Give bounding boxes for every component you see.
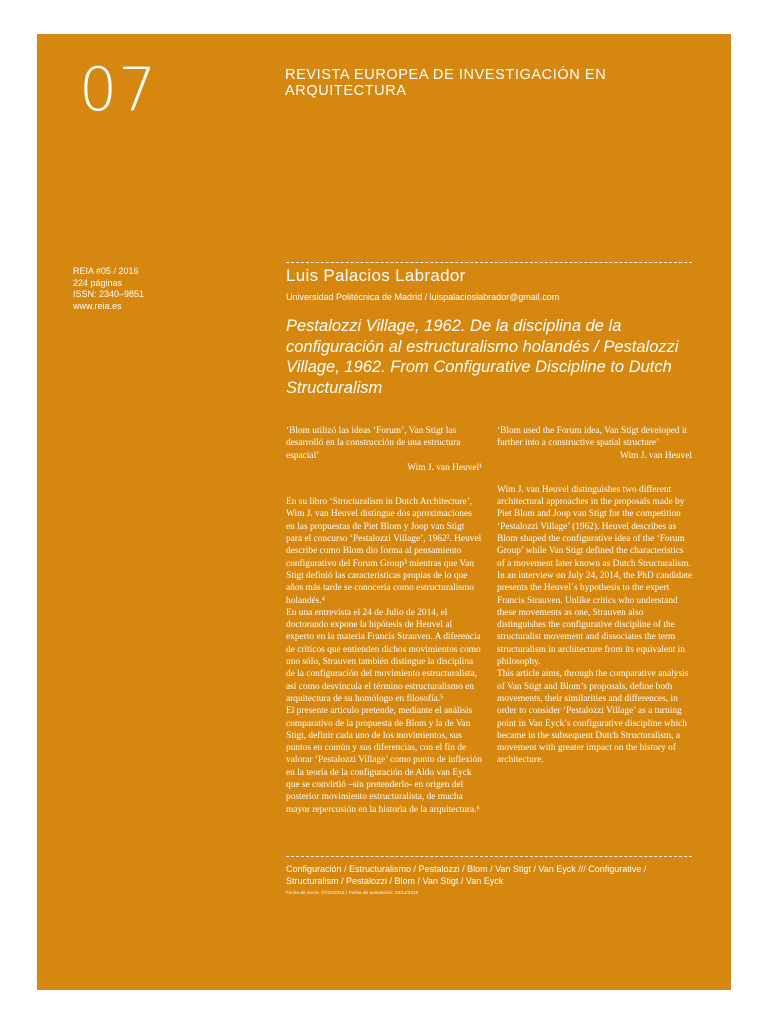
author-name: Luis Palacios Labrador <box>286 266 466 285</box>
bottom-divider <box>286 856 692 857</box>
journal-title: REVISTA EUROPEA DE INVESTIGACIÓN EN ARQUITECTURA <box>285 67 607 99</box>
article-page <box>37 34 731 990</box>
paragraph-spanish-3: El presente artículo pretende, mediante el análisis comparativo de la propuesta de Blom y la de Van Stigt, definir cada uno de los movimientos, sus puntos en común y sus diferencias, con el fin de valorar ‘Pestalozzi Village’ como punto de inflexión en la teoría de la configuración de Aldo van Eyck que se convirtió –sin pretenderlo- en origen del posterior movimiento estructuralista, de mucha mayor repercusión en la historia de la arquitectura.⁶ <box>286 706 482 815</box>
keywords: Configuración / Estructuralismo / Pestalozzi / Blom / Van Stigt / Van Eyck /// Configurative / Structuralism / Pestalozzi / Blom / Van Stigt / Van Eyck <box>286 864 647 886</box>
top-divider <box>286 262 692 263</box>
epigraph-english: ‘Blom used the Forum idea, Van Stigt developed it further into a constructive spatial structure’ <box>497 426 688 449</box>
epigraph-attribution-english: Wim J. van Heuvel <box>619 450 692 461</box>
article-title: Pestalozzi Village, 1962. De la disciplina de la configuración al estructuralismo holandés / Pestalozzi Village, 1962. From Configurative Discipline to Dutch Structuralism <box>286 317 679 398</box>
paragraph-english-3: This article aims, through the comparative analysis of Van Stigt and Blom’s proposals, define both movements, their similarities and differences, in order to consider ‘Pestalozzi Village’ as a turning point in Van Eyck’s configurative discipline which became in the subsequent Dutch Structuralism, a movement with greater impact on the history of architecture. <box>497 669 689 766</box>
epigraph-spanish: ‘Blom utilizó las ideas ‘Forum’, Van Stigt las desarrolló en la construcción de una estructura espacial’ <box>286 426 461 461</box>
author-affiliation: Universidad Politécnica de Madrid / luispalacioslabrador@gmail.com <box>286 292 560 302</box>
paragraph-spanish-1: En su libro ‘Structuralism in Dutch Architecture’, Wim J. van Heuvel distingue dos aproximaciones en las propuestas de Piet Blom y Joop van Stigt para el concurso ‘Pestalozzi Village’, 1962². Heuvel describe como Blom dio forma al pensamiento configurativo del Forum Group³ mientras que Van Stigt definió las características propias de lo que años más tarde se conocería como estructuralismo holandés.⁴ <box>286 497 482 606</box>
paragraph-spanish-2: En una entrevista el 24 de Julio de 2014, el doctorando expone la hipótesis de Heuvel al experto en la materia Francis Strauven. A diferencia de críticos que entienden dichos movimientos como uno sólo, Strauven también distingue la disciplina de la configuración del movimiento estructuralista, así como desvincula el término estructuralismo en arquitectura de su homólogo en filosofía.⁵ <box>286 607 481 704</box>
publication-meta <box>73 266 144 312</box>
meta-pages: 224 páginas <box>73 277 123 288</box>
submission-dates: Fecha de envío: 07/10/2015 | Fecha de aceptación: 23/11/2015 <box>286 890 419 895</box>
meta-issn: ISSN: 2340–9851 <box>73 289 145 299</box>
abstract-spanish <box>286 425 482 816</box>
issue-number: 07 <box>79 55 158 125</box>
paragraph-english-1: Wim J. van Heuvel distinguishes two different architectural approaches in the proposals made by Piet Blom and Joop van Stigt for the competition ‘Pestalozzi Village’ (1962). Heuvel describes as Blom shaped the configurative idea of the ‘Forum Group’ while Van Stigt defined the characteristics of a movement later known as Dutch Structuralism. <box>497 484 691 569</box>
paragraph-english-2: In an interview on July 24, 2014, the PhD candidate presents the Heuvel´s hypothesis to the expert Francis Strauven. Unlike critics who understand these movements as one, Strauven also distinguishes the configurative discipline of the structuralist movement and dissociates the term structuralism in architecture from its equivalent in philosophy. <box>497 570 693 668</box>
meta-website: www.reia.es <box>73 300 122 311</box>
meta-issue: REIA #05 / 2016 <box>73 266 139 276</box>
abstract-english <box>497 425 692 767</box>
epigraph-attribution-spanish: Wim J. van Heuvel¹ <box>407 462 482 473</box>
